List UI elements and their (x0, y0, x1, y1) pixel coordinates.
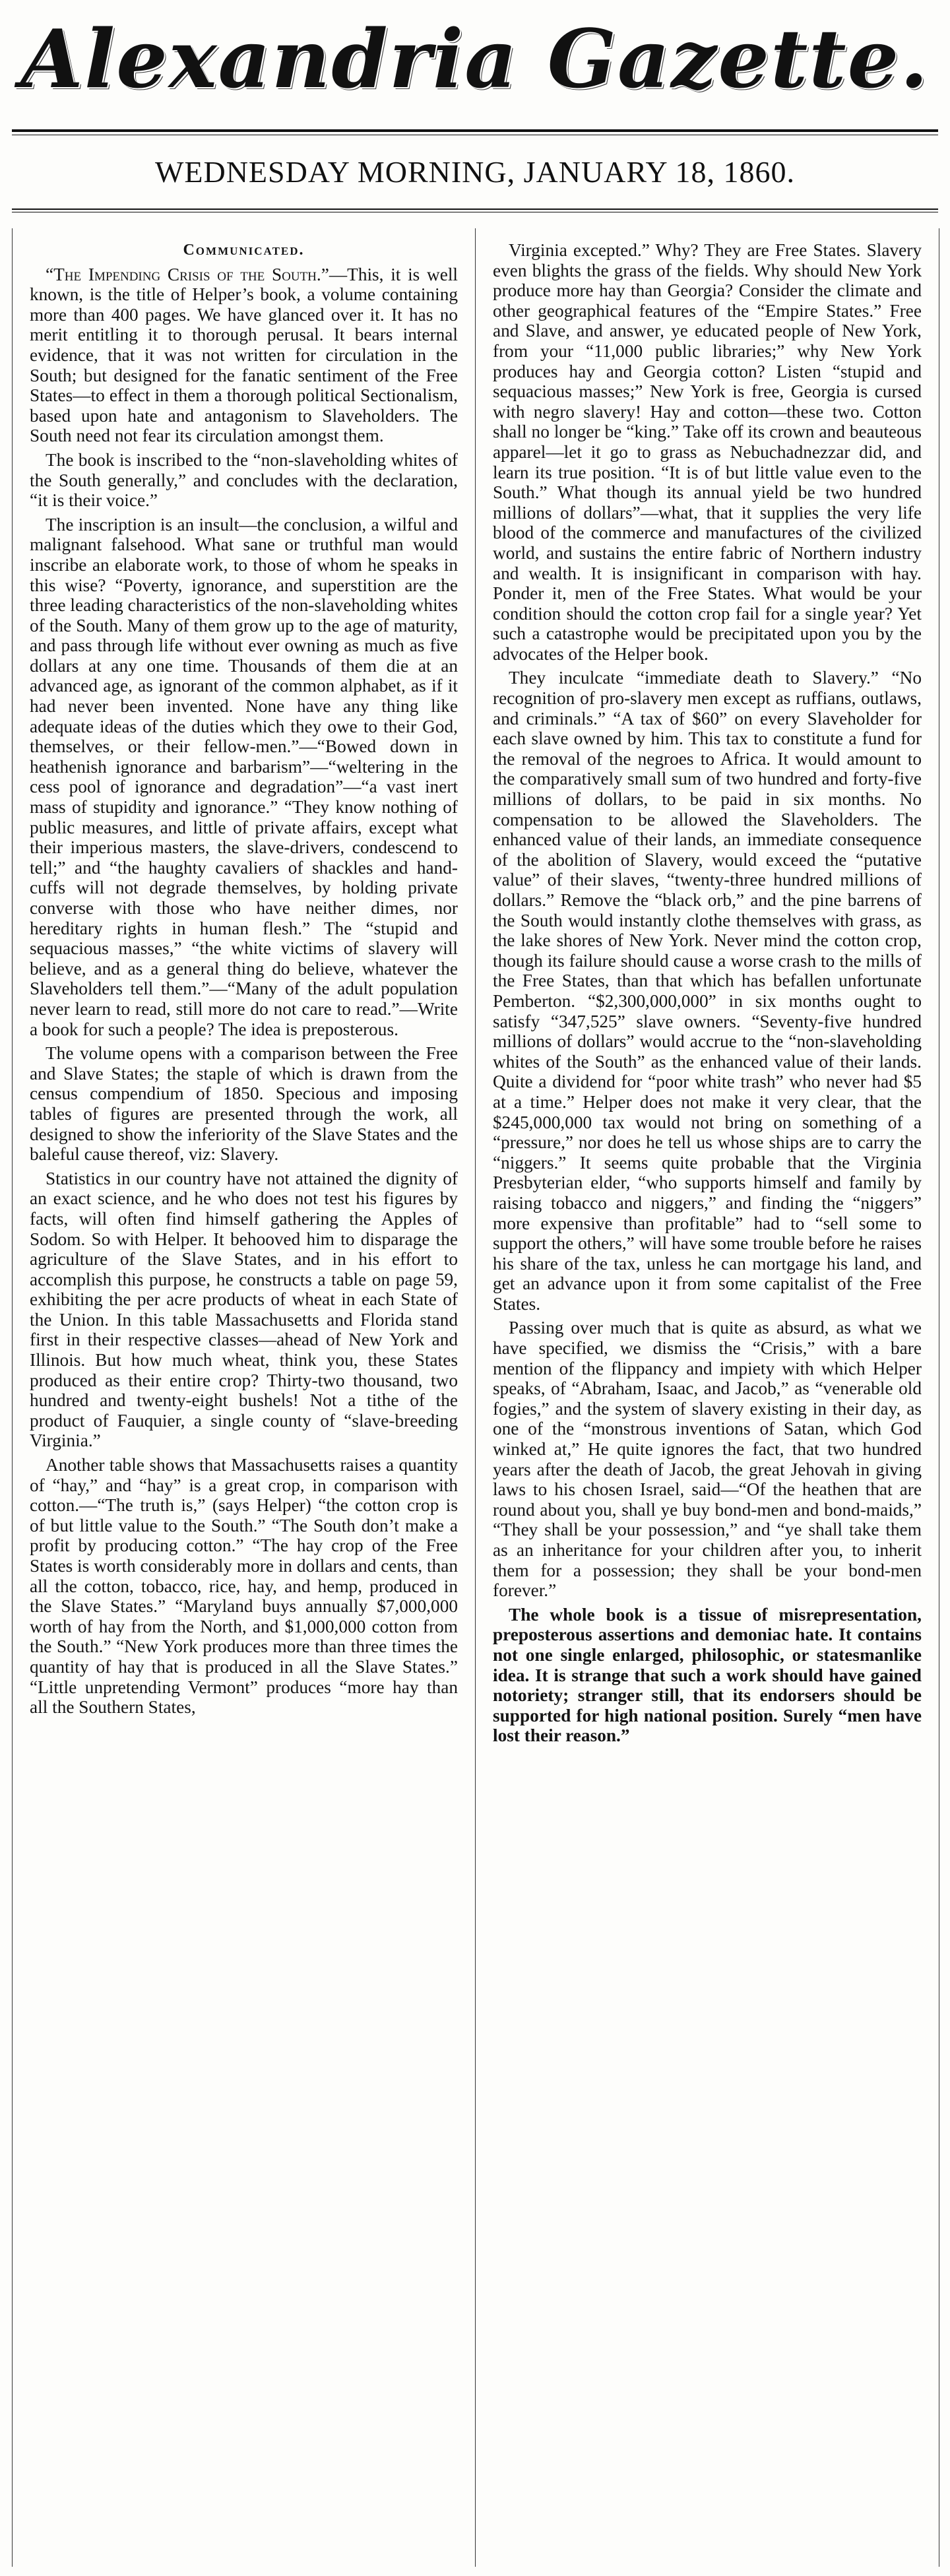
dateline: WEDNESDAY MORNING, JANUARY 18, 1860. (154, 155, 796, 189)
article-paragraph (493, 1605, 922, 1746)
article-lead: “The Impending Crisis of the South.” (46, 264, 329, 284)
paragraph-text: They inculcate “immediate death to Slavery.” “No recognition of pro-slavery men except as ruffians, outlaws, and criminals.” “A tax of $60” on every Slaveholder for each slave owned by him. This tax to constitute a fund for the removal of the negroes to Africa. It would amount to the comparatively small sum of two hundred and forty-five millions of dollars, to be paid in six months. No compensation to be allowed the Slaveholders. The enhanced value of their lands, an immediate consequence of the abolition of Slavery, would exceed the “putative value” of their slaves, “twenty-three hundred millions of dollars.” Remove the “black orb,” and the pine barrens of the South would instantly clothe themselves with grass, as the lake shores of New York. Never mind the cotton crop, though its failure should cause a worse crash to the mills of the Free States, than that which has befallen unfortunate Pemberton. “$2,300,000,000” in six months ought to satisfy “347,525” slave owners. “Seventy-five hundred millions of dollars” would accrue to the “non-slaveholding whites of the South” as the enhanced value of their lands. Quite a dividend for “poor white trash” who never had $5 at a time.” Helper does not make it very clear, that the $245,000,000 tax would not bring on something of a “pressure,” nor does he tell us whose ships are to carry the “niggers.” It seems quite probable that the Virginia Presbyterian elder, “who supports himself and family by raising tobacco and niggers,” and finding the “niggers” more expensive than profitable” had to “sell some to support the others,” will have some trouble before he raises his share of the tax, unless he can mortgage his land, and get an advance upon it from some capitalist of the Free States. (493, 668, 922, 1314)
article (12, 228, 939, 2567)
article-paragraph (30, 1169, 458, 1451)
article-paragraph (30, 1043, 458, 1165)
article-paragraph (30, 1455, 458, 1718)
article-paragraph (493, 1318, 922, 1600)
paragraph-text: Statistics in our country have not attained the dignity of an exact science, and he who does not test his figures by facts, will often find himself gathering the Apples of Sodom. So with Helper. It behooved him to disparage the agriculture of the Slave States, and in his effort to accomplish this purpose, he constructs a table on page 59, exhibiting the per acre products of wheat in each State of the Union. In this table Massachusetts and Florida stand first in their respective classes—ahead of New York and Illinois. But how much wheat, think you, these States produced as their entire crop? Thirty-two thousand, two hundred and twenty-eight bushels! Not a tithe of the product of Fauquier, a single county of “slave-breeding Virginia.” (30, 1168, 458, 1451)
masthead-rule (12, 129, 938, 132)
paragraph-text: —This, it is well known, is the title of Helper’s book, a volume containing more than 400 pages. We have glanced over it. It has no merit entitling it to thorough perusal. It bears internal evidence, that it was not written for circulation in the South; but designed for the fanatic sentiment of the Free States—to effect in them a thorough political Sectionalism, based upon hate and antagonism to Slaveholders. The South need not fear its circulation amongst them. (30, 264, 459, 446)
article-paragraph (30, 450, 458, 511)
paragraph-text: Another table shows that Massachusetts raises a quantity of “hay,” and “hay” is a great crop, in comparison with cotton.—“The truth is,” (says Helper) “the cotton crop is of but little value to the South.” “The South don’t make a profit by producing cotton.” “The hay crop of the Free States is worth considerably more in dollars and cents, than all the cotton, tobacco, rice, hay, and hemp, produced in the Slave States.” “Maryland buys annually $7,000,000 worth of hay from the North, and $1,000,000 cotton from the South.” “New York produces more than three times the quantity of hay that is produced in all the Slave States.” “Little unpretending Vermont” produces “more hay than all the Southern States, (30, 1455, 458, 1718)
left-paragraphs (30, 265, 458, 1718)
newspaper-title: Alexandria Gazette. (20, 11, 930, 106)
paragraph-text: The volume opens with a comparison between the Free and Slave States; the staple of which is drawn from the census compendium of 1850. Specious and imposing tables of figures are presented through the work, all designed to show the inferiority of the Slave States and the baleful cause thereof, viz: Slavery. (30, 1043, 458, 1165)
section-heading: Communicated. (183, 242, 305, 259)
article-paragraph (30, 265, 458, 446)
paragraph-text: Passing over much that is quite as absurd, as what we have specified, we dismiss the “Crisis,” with a bare mention of the flippancy and impiety with which Helper speaks, of “Abraham, Isaac, and Jacob,” as “venerable old fogies,” and the system of slavery existing in their day, as one of the “monstrous inventions of Satan, which God winked at,” He quite ignores the fact, that two hundred years after the death of Jacob, the great Jehovah in giving laws to his chosen Israel, said—“Of the heathen that are round about you, shall ye buy bond-men and bond-maids,” “They shall be your possession,” and “ye shall take them as an inheritance for your children after you, to inherit them for a possession; they shall be your bond-men forever.” (493, 1318, 922, 1601)
masthead (0, 0, 950, 136)
column-right (476, 228, 939, 2567)
paragraph-text: Virginia excepted.” Why? They are Free States. Slavery even blights the grass of the fields. Why should New York produce more hay than Georgia? Consider the climate and other geographical features of the “Empire States.” Free and Slave, and answer, ye educated people of New York, from your “11,000 public libraries;” why New York produces hay and Georgia cotton? Listen “stupid and sequacious masses;” New York is free, Georgia is cursed with negro slavery! Hay and cotton—these two. Cotton shall no longer be “king.” Take off its crown and beauteous apparel—let it go to grass as Nebuchadnezzar did, and learn its true position. “It is of but little value even to the South.” What though its annual yield be two hundred millions of dollars”—what, that it supplies the very life blood of the commerce and manufactures of the civilized world, and sustains the entire fabric of Northern industry and wealth. It is insignificant in comparison with hay. Ponder it, men of the Free States. What would be your condition should the cotton crop fail for a single year? Yet such a catastrophe would be precipitated upon you by the advocates of the Helper book. (493, 240, 922, 664)
dateline-rule (12, 209, 938, 212)
article-paragraph (493, 668, 922, 1314)
article-paragraph (30, 515, 458, 1039)
article-paragraph (493, 240, 922, 664)
paragraph-text: The inscription is an insult—the conclusion, a wilful and malignant falsehood. What sane or truthful man would inscribe an elaborate work, to those of whom he speaks in this wise? “Poverty, ignorance, and superstition are the three leading characteristics of the non-slaveholding whites of the South. Many of them grow up to the age of maturity, and pass through life without ever owning as much as five dollars at any one time. Thousands of them die at an advanced age, as ignorant of the common alphabet, as if it had never been invented. None have any thing like adequate ideas of the duties which they owe to their God, themselves, or their fellow-men.”—“Bowed down in heathenish ignorance and barbarism”—“weltering in the cess pool of ignorance and degradation”—“a vast inert mass of stupidity and ignorance.” “They know nothing of public measures, and little of private affairs, except what their imperious masters, the slave-drivers, condescend to tell;” and “the haughty cavaliers of shackles and hand-cuffs will not degrade themselves, by holding private converse with those who have neither dimes, nor hereditary rights in human flesh.” The “stupid and sequacious masses,” “the white victims of slavery will believe, and as a general thing do believe, whatever the Slaveholders tell them.”—“Many of the adult population never learn to read, still more do not care to read.”—Write a book for such a people? The idea is preposterous. (30, 514, 458, 1039)
paragraph-text: The book is inscribed to the “non-slaveholding whites of the South generally,” and concludes with the declaration, “it is their voice.” (30, 449, 458, 511)
right-paragraphs (493, 240, 922, 1746)
column-left (13, 228, 476, 2567)
paragraph-text: The whole book is a tissue of misrepresentation, preposterous assertions and demoniac hate. It contains not one single enlarged, philosophic, or statesmanlike idea. It is strange that such a work should have gained notoriety; stranger still, that its endorsers should be supported for high national position. Surely “men have lost their reason.” (493, 1604, 922, 1746)
